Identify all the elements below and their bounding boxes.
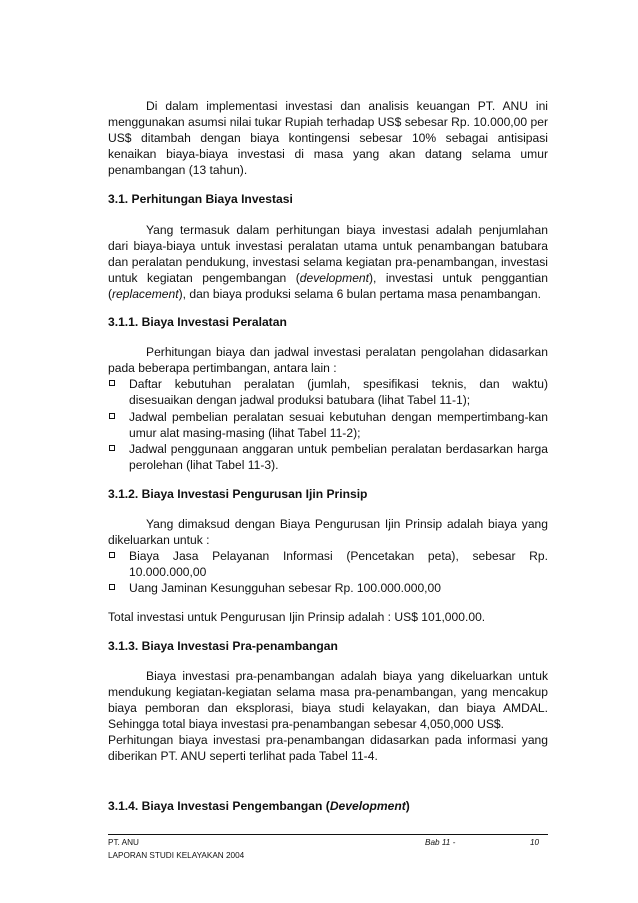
s31-em-replacement: replacement <box>112 286 179 301</box>
section-3-1-3-paragraph-2: Perhitungan biaya investasi pra-penambangan didasarkan pada informasi yang diberikan PT. ANU seperti terlihat pada Tabel 11-4. <box>108 733 548 764</box>
s314-em-development: Development <box>329 799 406 814</box>
s31-text-b: ), investasi untuk penggantian ( <box>108 270 548 301</box>
footer-company: PT. ANU <box>108 838 139 847</box>
list-item: Biaya Jasa Pelayanan Informasi (Pencetakan peta), sebesar Rp. 10.000.000,00 <box>108 548 548 580</box>
section-3-1-3-paragraph: Biaya investasi pra-penambangan adalah biaya yang dikeluarkan untuk mendukung kegiatan-kegiatan selama masa pra-penambangan, yang mencakup biaya pemboran dan eksplorasi, biaya studi kelayakan, dan biaya AMDAL. Sehingga total biaya investasi pra-penambangan sebesar 4,050,000 US$. <box>108 668 548 731</box>
s31-em-development: development <box>299 270 370 285</box>
checkbox-bullet-icon <box>109 552 115 558</box>
checkbox-bullet-icon <box>109 380 115 386</box>
section-3-1-1-heading: 3.1.1. Biaya Investasi Peralatan <box>108 315 287 330</box>
list-item: Jadwal pembelian peralatan sesuai kebutuhan dengan mempertimbang-kan umur alat masing-masing (lihat Tabel 11-2); <box>108 409 548 441</box>
list-item: Uang Jaminan Kesungguhan sebesar Rp. 100.000.000,00 <box>108 580 548 596</box>
section-3-1-3-heading: 3.1.3. Biaya Investasi Pra-penambangan <box>108 638 338 653</box>
s31-text-a: Yang termasuk dalam perhitungan biaya investasi adalah penjumlahan dari biaya-biaya untuk investasi peralatan utama untuk penambangan batubara dan peralatan pendukung, investasi selama kegiatan pra-penambangan, investasi untuk kegiatan pengembangan ( <box>108 222 548 285</box>
section-3-1-2-heading: 3.1.2. Biaya Investasi Pengurusan Ijin Prinsip <box>108 486 368 501</box>
list-item: Jadwal penggunaan anggaran untuk pembelian peralatan berdasarkan harga perolehan (lihat Tabel 11-3). <box>108 441 548 473</box>
footer-divider <box>108 834 548 835</box>
checkbox-bullet-icon <box>109 584 115 590</box>
section-3-1-1-paragraph: Perhitungan biaya dan jadwal investasi peralatan pengolahan didasarkan pada beberapa pertimbangan, antara lain : <box>108 345 548 376</box>
section-3-1-2-paragraph: Yang dimaksud dengan Biaya Pengurusan Ijin Prinsip adalah biaya yang dikeluarkan untuk : <box>108 516 548 548</box>
section-3-1-paragraph <box>108 222 548 302</box>
document-body <box>108 98 548 814</box>
footer-report-title: LAPORAN STUDI KELAYAKAN 2004 <box>108 851 245 860</box>
checkbox-bullet-icon <box>109 413 115 419</box>
permit-total-text: Total investasi untuk Pengurusan Ijin Prinsip adalah : US$ 101,000.00. <box>108 610 486 625</box>
footer-chapter: Bab 11 - <box>425 838 456 847</box>
section-3-1-4-heading: 3.1.4. Biaya Investasi Pengembangan (Development) <box>108 799 410 814</box>
intro-paragraph: Di dalam implementasi investasi dan analisis keuangan PT. ANU ini menggunakan asumsi nilai tukar Rupiah terhadap US$ sebesar Rp. 10.000,00 per US$ ditambah dengan biaya kontingensi sebesar 10% sebagai antisipasi kenaikan biaya-biaya investasi di masa yang akan datang selama umur penambangan (13 tahun). <box>108 99 548 178</box>
equipment-considerations-list <box>108 376 548 473</box>
footer-page-number: 10 <box>530 838 540 847</box>
s31-text-c: ), dan biaya produksi selama 6 bulan pertama masa penambangan. <box>178 286 541 301</box>
checkbox-bullet-icon <box>109 445 115 451</box>
list-item: Daftar kebutuhan peralatan (jumlah, spesifikasi teknis, dan waktu) disesuaikan dengan jadwal produksi batubara (lihat Tabel 11-1); <box>108 376 548 408</box>
section-3-1-heading: 3.1. Perhitungan Biaya Investasi <box>108 192 293 207</box>
permit-costs-list <box>108 548 548 596</box>
